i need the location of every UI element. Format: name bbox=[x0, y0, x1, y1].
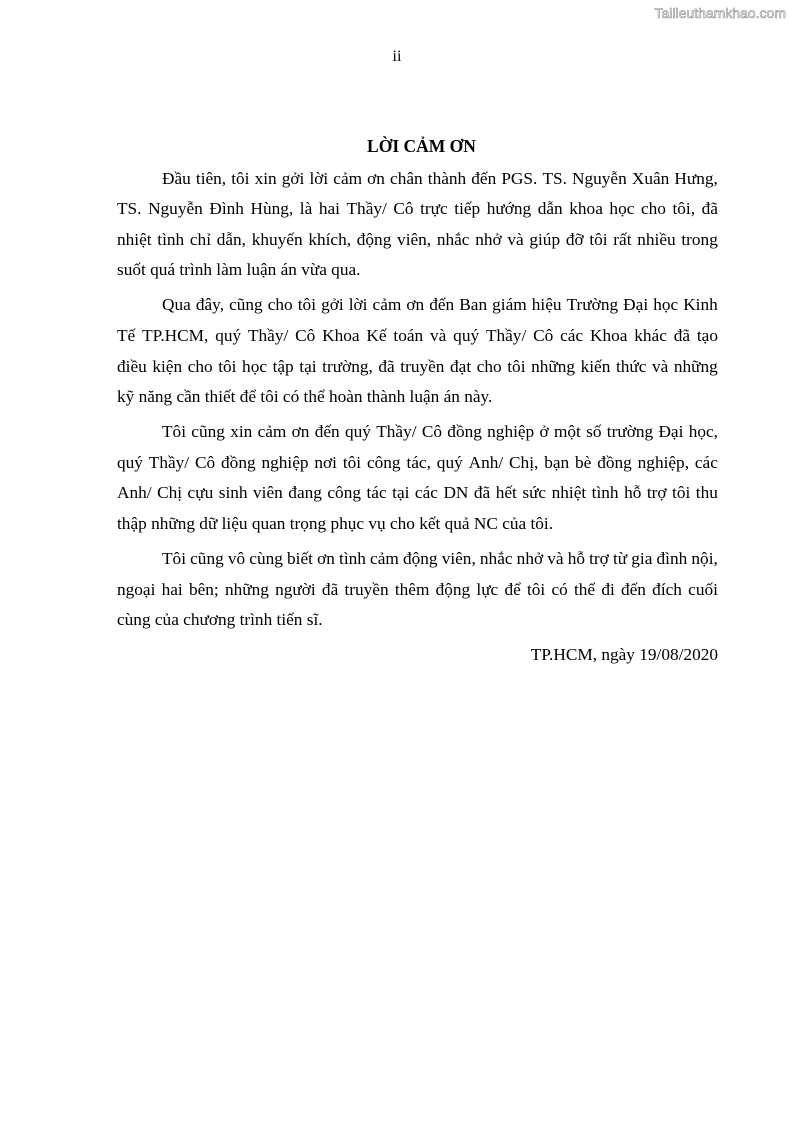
paragraph-line bbox=[117, 575, 718, 606]
word: lực bbox=[476, 579, 499, 599]
word: hoàn bbox=[328, 387, 363, 407]
word: TS. bbox=[117, 199, 142, 219]
word: Hưng, bbox=[674, 168, 718, 188]
word: cũng bbox=[191, 422, 225, 442]
word: đến bbox=[429, 295, 455, 315]
word: quý bbox=[345, 422, 371, 442]
word: động bbox=[356, 229, 392, 249]
word: lời bbox=[309, 168, 329, 188]
word: dẫn, bbox=[216, 229, 247, 249]
word: nhắc bbox=[436, 229, 470, 249]
word: cảm bbox=[257, 422, 287, 442]
word: Thầy/ bbox=[485, 325, 527, 345]
word: trong bbox=[681, 229, 718, 249]
paragraph-line bbox=[117, 321, 718, 352]
word: tập bbox=[272, 356, 294, 376]
word: hỗ bbox=[624, 483, 642, 503]
word: tôi bbox=[589, 229, 608, 249]
word: trợ bbox=[646, 483, 667, 503]
word: thể bbox=[303, 387, 325, 407]
word: cùng bbox=[117, 610, 151, 630]
word: truyền bbox=[400, 356, 445, 376]
word: truyền bbox=[344, 579, 389, 599]
word: Cô bbox=[393, 199, 414, 219]
word: hỗ bbox=[567, 549, 585, 569]
word: Cô bbox=[295, 325, 316, 345]
word: án bbox=[280, 260, 297, 280]
word: DN bbox=[443, 483, 469, 503]
word: tại bbox=[299, 356, 317, 376]
word: đến bbox=[621, 579, 646, 599]
word: sĩ. bbox=[306, 610, 323, 630]
word: luận bbox=[246, 260, 277, 280]
word: vừa bbox=[301, 260, 327, 280]
word: động bbox=[402, 549, 438, 569]
word: vô bbox=[227, 549, 246, 569]
word: một bbox=[553, 422, 581, 442]
paragraph-line bbox=[117, 478, 718, 509]
paragraph-1 bbox=[117, 164, 718, 286]
word: năng bbox=[138, 387, 173, 407]
word: tại bbox=[392, 483, 410, 503]
word: đồng bbox=[221, 452, 256, 472]
word: đồng bbox=[447, 422, 482, 442]
word: thành bbox=[366, 387, 406, 407]
word: Thầy/ bbox=[376, 422, 417, 442]
word: gia bbox=[631, 549, 653, 569]
paragraph-3 bbox=[117, 417, 718, 539]
word: viên bbox=[253, 483, 283, 503]
word: thể bbox=[573, 579, 596, 599]
word: biết bbox=[287, 549, 313, 569]
word: xin bbox=[254, 168, 277, 188]
word: cho bbox=[389, 514, 415, 534]
word: tôi bbox=[231, 168, 250, 188]
word: hai bbox=[318, 199, 340, 219]
word: tôi, bbox=[672, 199, 696, 219]
word: học, bbox=[688, 422, 718, 442]
word: tôi bbox=[507, 356, 526, 376]
word: điều bbox=[117, 356, 147, 376]
word: tình bbox=[591, 483, 619, 503]
word: trình bbox=[239, 610, 273, 630]
word: ngoại bbox=[117, 579, 156, 599]
word: những bbox=[151, 514, 195, 534]
word: quan bbox=[251, 514, 286, 534]
word: đích bbox=[652, 579, 682, 599]
paragraph-line bbox=[117, 448, 718, 479]
word: xin bbox=[230, 422, 253, 442]
word: và bbox=[652, 356, 669, 376]
word: đến bbox=[314, 422, 340, 442]
word: khuyến bbox=[251, 229, 303, 249]
word: người bbox=[275, 579, 316, 599]
word: ở bbox=[539, 422, 549, 442]
word: Kế bbox=[366, 325, 387, 345]
word: ơn bbox=[291, 422, 310, 442]
word: trình bbox=[179, 260, 212, 280]
word: Ban bbox=[459, 295, 488, 315]
word: Anh/ bbox=[117, 483, 152, 503]
paragraph-4 bbox=[117, 544, 718, 636]
word: đã bbox=[701, 199, 718, 219]
word: đây, bbox=[195, 295, 225, 315]
word: quý bbox=[436, 452, 463, 472]
word: có bbox=[551, 579, 568, 599]
word: số bbox=[586, 422, 602, 442]
word: giám bbox=[492, 295, 527, 315]
signature-date: TP.HCM, ngày 19/08/2020 bbox=[530, 645, 718, 665]
word: kỹ bbox=[117, 387, 135, 407]
word: những bbox=[673, 356, 718, 376]
word: là bbox=[299, 199, 313, 219]
word: Hùng, bbox=[250, 199, 294, 219]
word: đã bbox=[473, 483, 491, 503]
word: quý bbox=[117, 452, 143, 472]
word: học bbox=[653, 295, 679, 315]
word: tôi bbox=[218, 356, 237, 376]
word: đã bbox=[673, 325, 691, 345]
word: hướng bbox=[486, 199, 532, 219]
word: để bbox=[239, 387, 257, 407]
word: đỡ bbox=[565, 229, 584, 249]
word: cuối bbox=[688, 579, 718, 599]
word: cho bbox=[267, 295, 293, 315]
word: học bbox=[609, 199, 635, 219]
paragraph-line bbox=[117, 544, 718, 575]
word: Chị, bbox=[509, 452, 539, 472]
word: án bbox=[443, 387, 460, 407]
word: liệu bbox=[221, 514, 248, 534]
word: tạo bbox=[696, 325, 718, 345]
word: tiên, bbox=[195, 168, 227, 188]
word: Thầy/ bbox=[346, 199, 387, 219]
word: cho bbox=[640, 199, 666, 219]
word: gởi bbox=[281, 168, 305, 188]
word: thiết bbox=[204, 387, 236, 407]
paragraph-line bbox=[117, 164, 718, 195]
word: kiến bbox=[580, 356, 611, 376]
word: dữ bbox=[199, 514, 218, 534]
word: viên, bbox=[397, 229, 432, 249]
word: rất bbox=[613, 229, 632, 249]
word: khoa bbox=[569, 199, 603, 219]
word: cần bbox=[176, 387, 201, 407]
word: kiện bbox=[152, 356, 183, 376]
word: Đình bbox=[209, 199, 244, 219]
word: bên; bbox=[188, 579, 219, 599]
paragraph-2 bbox=[117, 290, 718, 412]
word: Kinh bbox=[683, 295, 718, 315]
word: cũng bbox=[229, 295, 263, 315]
word: tác bbox=[366, 483, 387, 503]
word: NC bbox=[473, 514, 498, 534]
word: từ bbox=[612, 549, 628, 569]
word: nhở bbox=[475, 229, 502, 249]
word: Tôi bbox=[162, 549, 186, 569]
word: PGS. bbox=[501, 168, 538, 188]
word: tác, bbox=[406, 452, 431, 472]
word: đồng bbox=[597, 452, 632, 472]
word: vụ bbox=[368, 514, 386, 534]
word: thêm bbox=[394, 579, 430, 599]
word: viên, bbox=[441, 549, 476, 569]
word: Đầu bbox=[162, 168, 191, 188]
word: Thầy/ bbox=[148, 452, 190, 472]
word: cũng bbox=[190, 549, 224, 569]
word: quý bbox=[215, 325, 242, 345]
word: giúp bbox=[529, 229, 561, 249]
word: Cô bbox=[194, 452, 216, 472]
word: bạn bbox=[544, 452, 570, 472]
word: và bbox=[507, 229, 524, 249]
word: trường bbox=[606, 422, 654, 442]
word: ơn bbox=[367, 168, 385, 188]
word: nhiệt bbox=[117, 229, 152, 249]
word: suốt bbox=[117, 260, 146, 280]
paragraph-line bbox=[117, 255, 718, 286]
word: hiệu bbox=[531, 295, 562, 315]
word: hai bbox=[161, 579, 183, 599]
word: nghiệp bbox=[487, 422, 535, 442]
word: Qua bbox=[162, 295, 191, 315]
word: cựu bbox=[187, 483, 214, 503]
word: lời bbox=[348, 295, 368, 315]
word: trực bbox=[420, 199, 448, 219]
word: tôi bbox=[260, 387, 279, 407]
word: nhiều bbox=[637, 229, 676, 249]
word: Thầy/ bbox=[247, 325, 289, 345]
word: cho bbox=[476, 356, 502, 376]
word: nghiệp bbox=[261, 452, 309, 472]
word: trường, bbox=[322, 356, 373, 376]
word: nghiệp, bbox=[637, 452, 690, 472]
word: các bbox=[560, 325, 584, 345]
word: quá bbox=[150, 260, 176, 280]
word: TP.HCM, bbox=[142, 325, 209, 345]
word: công bbox=[366, 452, 401, 472]
word: cùng bbox=[249, 549, 283, 569]
word: qua. bbox=[331, 260, 361, 280]
word: khích, bbox=[308, 229, 352, 249]
word: này. bbox=[464, 387, 493, 407]
word: bè bbox=[575, 452, 592, 472]
word: đến bbox=[471, 168, 497, 188]
word: tình bbox=[157, 229, 185, 249]
word: Trường bbox=[566, 295, 619, 315]
watermark: Tailieuthamkhao.com bbox=[654, 5, 786, 21]
word: Chị bbox=[157, 483, 183, 503]
word: ơn bbox=[406, 295, 425, 315]
word: hết bbox=[495, 483, 517, 503]
word: cho bbox=[187, 356, 213, 376]
word: học bbox=[242, 356, 267, 376]
page-number: ii bbox=[392, 48, 402, 65]
word: đạt bbox=[450, 356, 472, 376]
word: nhắc bbox=[479, 549, 513, 569]
paragraph-line bbox=[117, 194, 718, 225]
word: Đại bbox=[658, 422, 684, 442]
word: thức bbox=[615, 356, 647, 376]
word: cảm bbox=[370, 549, 399, 569]
paragraph-line bbox=[117, 352, 718, 383]
word: cảm bbox=[333, 168, 363, 188]
word: nhiệt bbox=[551, 483, 587, 503]
word: Đại bbox=[623, 295, 649, 315]
word: luận bbox=[409, 387, 440, 407]
word: ơn bbox=[317, 549, 335, 569]
word: để bbox=[504, 579, 521, 599]
word: đã bbox=[378, 356, 395, 376]
word: Cô bbox=[421, 422, 442, 442]
word: nội, bbox=[691, 549, 718, 569]
word: tiếp bbox=[454, 199, 481, 219]
word: Nguyễn bbox=[572, 168, 627, 188]
paragraph-line bbox=[117, 417, 718, 448]
word: tôi bbox=[342, 452, 362, 472]
word: nơi bbox=[314, 452, 337, 472]
word: tôi. bbox=[530, 514, 554, 534]
word: thập bbox=[117, 514, 147, 534]
word: các bbox=[414, 483, 438, 503]
word: chương bbox=[183, 610, 236, 630]
word: Anh/ bbox=[468, 452, 504, 472]
word: Tế bbox=[117, 325, 136, 345]
word: động bbox=[435, 579, 471, 599]
word: đình bbox=[656, 549, 688, 569]
word: sinh bbox=[218, 483, 248, 503]
word: gởi bbox=[321, 295, 344, 315]
word: tôi bbox=[297, 295, 316, 315]
word: tôi bbox=[526, 579, 546, 599]
word: TS. bbox=[542, 168, 567, 188]
word: đi bbox=[601, 579, 615, 599]
word: nhở bbox=[516, 549, 544, 569]
word: tình bbox=[339, 549, 366, 569]
word: có bbox=[282, 387, 300, 407]
word: sức bbox=[522, 483, 547, 503]
word: quả bbox=[444, 514, 470, 534]
paragraph-line bbox=[117, 290, 718, 321]
word: khác bbox=[634, 325, 667, 345]
paragraph-line bbox=[117, 225, 718, 256]
word: chân bbox=[390, 168, 423, 188]
word: Xuân bbox=[631, 168, 670, 188]
word: Khoa bbox=[589, 325, 628, 345]
word: cảm bbox=[372, 295, 402, 315]
word: trợ bbox=[589, 549, 609, 569]
word: công bbox=[327, 483, 361, 503]
word: và bbox=[430, 325, 447, 345]
word: làm bbox=[216, 260, 243, 280]
word: Tôi bbox=[162, 422, 186, 442]
word: và bbox=[547, 549, 564, 569]
word: dẫn bbox=[537, 199, 563, 219]
paragraph-line bbox=[117, 382, 718, 413]
word: Nguyễn bbox=[148, 199, 203, 219]
document-body bbox=[117, 131, 718, 671]
word: của bbox=[502, 514, 527, 534]
word: Khoa bbox=[322, 325, 360, 345]
word: thu bbox=[695, 483, 718, 503]
page-title: LỜI CẢM ƠN bbox=[367, 136, 476, 156]
word: toán bbox=[393, 325, 424, 345]
word: kết bbox=[419, 514, 441, 534]
paragraph-line bbox=[117, 509, 718, 540]
word: đã bbox=[321, 579, 339, 599]
word: đang bbox=[288, 483, 322, 503]
word: các bbox=[694, 452, 718, 472]
word: của bbox=[154, 610, 179, 630]
word: quý bbox=[453, 325, 480, 345]
word: trọng bbox=[289, 514, 327, 534]
word: Cô bbox=[533, 325, 554, 345]
paragraph-line bbox=[117, 605, 718, 636]
word: thành bbox=[427, 168, 467, 188]
word: tôi bbox=[672, 483, 691, 503]
word: những bbox=[531, 356, 576, 376]
word: tiến bbox=[276, 610, 303, 630]
word: phục bbox=[330, 514, 365, 534]
word: chỉ bbox=[189, 229, 212, 249]
word: những bbox=[224, 579, 269, 599]
